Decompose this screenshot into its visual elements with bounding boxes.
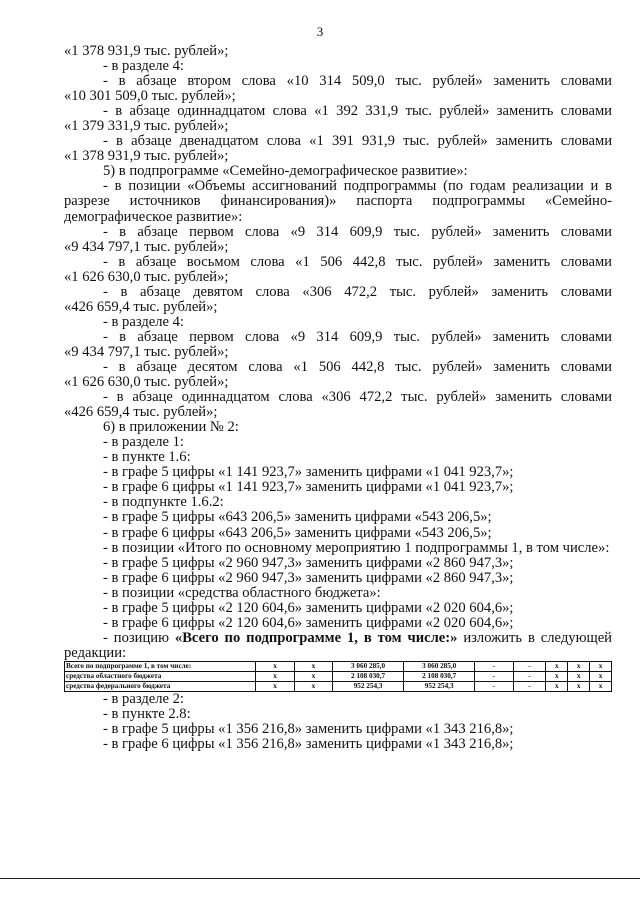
- text-line: «1 379 331,9 тыс. рублей»;: [64, 118, 229, 135]
- table-cell: х: [294, 681, 332, 691]
- budget-table: [64, 661, 612, 692]
- position-suffix: изложить в следующей: [457, 629, 612, 646]
- text-line: «9 434 797,1 тыс. рублей»;: [64, 238, 229, 255]
- table-cell: 3 060 285,0: [333, 661, 404, 671]
- text-line: - в графе 6 цифры «2 960 947,3» заменить цифрами «2 860 947,3»;: [103, 569, 514, 586]
- table-row: [65, 681, 612, 691]
- text-line: «9 434 797,1 тыс. рублей»;: [64, 343, 229, 360]
- table-cell: 2 108 030,7: [404, 671, 475, 681]
- table-cell: средства федерального бюджета: [65, 681, 256, 691]
- text-line: - в разделе 4:: [103, 58, 184, 75]
- table-cell: х: [294, 661, 332, 671]
- table-cell: х: [294, 671, 332, 681]
- text-line: - в абзаце восьмом слова «1 506 442,8 тыс. рублей» заменить словами: [103, 253, 612, 270]
- table-cell: х: [568, 681, 590, 691]
- table-cell: х: [546, 681, 568, 691]
- text-line: - в абзаце девятом слова «306 472,2 тыс. рублей» заменить словами: [103, 283, 612, 300]
- table-cell: -: [513, 671, 546, 681]
- text-line: - в графе 5 цифры «643 206,5» заменить цифрами «543 206,5»;: [103, 509, 492, 526]
- page-bottom-rule: [0, 878, 640, 879]
- table-cell: Всего по подпрограмме 1, в том числе:: [65, 661, 256, 671]
- table-cell: х: [546, 661, 568, 671]
- text-line: разрезе источников финансирования)» паспорта подпрограммы «Семейно-: [64, 193, 612, 210]
- table-cell: -: [475, 661, 513, 671]
- text-line: - в графе 5 цифры «1 141 923,7» заменить цифрами «1 041 923,7»;: [103, 464, 514, 481]
- text-line: - в графе 6 цифры «2 120 604,6» заменить цифрами «2 020 604,6»;: [103, 614, 514, 631]
- table-cell: 2 108 030,7: [333, 671, 404, 681]
- text-line: - в подпункте 1.6.2:: [103, 494, 224, 511]
- text-line: - в абзаце одиннадцатом слова «306 472,2 тыс. рублей» заменить словами: [103, 389, 612, 406]
- position-bold-title: «Всего по подпрограмме 1, в том числе:»: [174, 629, 458, 646]
- redaction-word: редакции:: [64, 644, 127, 661]
- text-line: - в разделе 1:: [103, 434, 184, 451]
- text-line: - в абзаце первом слова «9 314 609,9 тыс. рублей» заменить словами: [103, 328, 612, 345]
- text-line: «10 301 509,0 тыс. рублей»;: [64, 88, 236, 105]
- table-cell: х: [568, 671, 590, 681]
- text-line: - в разделе 4:: [103, 313, 184, 330]
- text-line: - в абзаце втором слова «10 314 509,0 тыс. рублей» заменить словами: [103, 73, 612, 90]
- table-cell: 3 060 285,0: [404, 661, 475, 671]
- position-line: [64, 631, 612, 646]
- table-cell: х: [590, 671, 612, 681]
- text-line: «426 659,4 тыс. рублей»;: [64, 404, 218, 421]
- table-row: [65, 671, 612, 681]
- table-cell: х: [256, 671, 294, 681]
- text-line: - в графе 6 цифры «1 141 923,7» заменить цифрами «1 041 923,7»;: [103, 479, 514, 496]
- text-line: - в пункте 1.6:: [103, 449, 191, 466]
- text-line: 5) в подпрограмме «Семейно-демографическое развитие»:: [103, 163, 468, 180]
- text-line: «426 659,4 тыс. рублей»;: [64, 298, 218, 315]
- table-cell: 952 254,3: [333, 681, 404, 691]
- table-cell: х: [590, 661, 612, 671]
- table-cell: х: [256, 681, 294, 691]
- text-line: - в абзаце одиннадцатом слова «1 392 331,9 тыс. рублей» заменить словами: [103, 103, 612, 120]
- table-cell: х: [568, 661, 590, 671]
- text-line: - в разделе 2:: [103, 690, 184, 707]
- document-body: [64, 44, 612, 752]
- table-cell: -: [513, 661, 546, 671]
- page-number: 3: [316, 24, 324, 39]
- text-line: - в позиции «Объемы ассигнований подпрограммы (по годам реализации и в: [103, 178, 612, 195]
- text-line: - в графе 6 цифры «1 356 216,8» заменить цифрами «1 343 216,8»;: [103, 736, 514, 753]
- text-line: демографическое развитие»:: [64, 208, 243, 225]
- table-cell: -: [475, 671, 513, 681]
- text-line: 6) в приложении № 2:: [103, 419, 239, 436]
- table-cell: х: [590, 681, 612, 691]
- amendment-text-block-after: [64, 692, 612, 752]
- table-cell: средства областного бюджета: [65, 671, 256, 681]
- table-row: [65, 661, 612, 671]
- text-line: «1 378 931,9 тыс. рублей»;: [64, 43, 229, 59]
- text-line: - в абзаце десятом слова «1 506 442,8 тыс. рублей» заменить словами: [103, 358, 612, 375]
- table-cell: х: [256, 661, 294, 671]
- text-line: - в графе 5 цифры «2 960 947,3» заменить цифрами «2 860 947,3»;: [103, 554, 514, 571]
- table-cell: -: [513, 681, 546, 691]
- text-line: - в абзаце первом слова «9 314 609,9 тыс. рублей» заменить словами: [103, 223, 612, 240]
- text-line: - в абзаце двенадцатом слова «1 391 931,9 тыс. рублей» заменить словами: [103, 133, 612, 150]
- text-line: «1 626 630,0 тыс. рублей»;: [64, 374, 229, 391]
- text-line: «1 626 630,0 тыс. рублей»;: [64, 268, 229, 285]
- text-line: - в графе 5 цифры «2 120 604,6» заменить цифрами «2 020 604,6»;: [103, 599, 514, 616]
- text-line: - в графе 6 цифры «643 206,5» заменить цифрами «543 206,5»;: [103, 524, 492, 541]
- text-line: «1 378 931,9 тыс. рублей»;: [64, 148, 229, 165]
- table-cell: -: [475, 681, 513, 691]
- position-prefix: - позицию: [103, 629, 175, 646]
- text-line: - в графе 5 цифры «1 356 216,8» заменить цифрами «1 343 216,8»;: [103, 721, 514, 738]
- amendment-text-block: [64, 44, 612, 631]
- text-line: - в пункте 2.8:: [103, 705, 191, 722]
- text-line: - в позиции «Итого по основному мероприятию 1 подпрограммы 1, в том числе»:: [103, 539, 610, 556]
- table-cell: 952 254,3: [404, 681, 475, 691]
- table-cell: х: [546, 671, 568, 681]
- text-line: - в позиции «средства областного бюджета»:: [103, 584, 381, 601]
